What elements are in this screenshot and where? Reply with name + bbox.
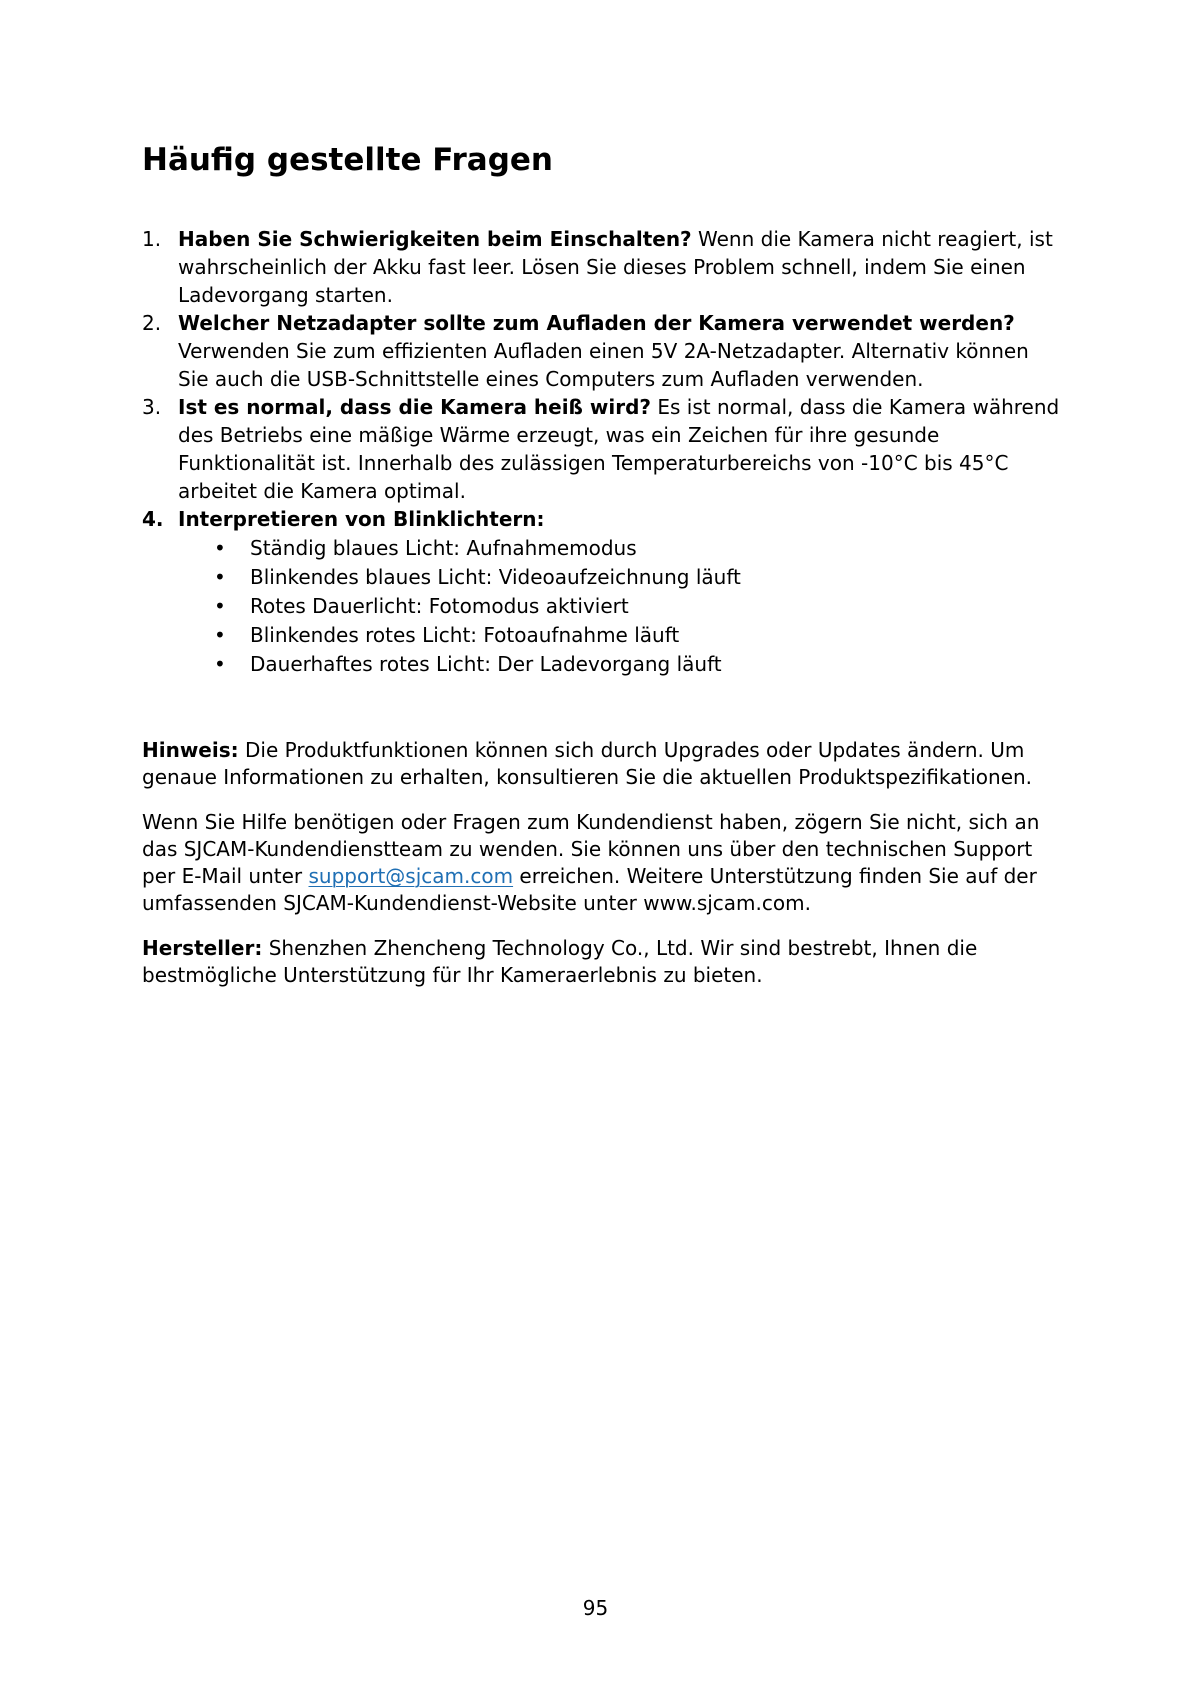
blink-light-list <box>178 534 1062 679</box>
list-item-text: Ständig blaues Licht: Aufnahmemodus <box>250 536 637 560</box>
faq-answer: Wenn die Kamera nicht reagiert, ist wahrscheinlich der Akku fast leer. Lösen Sie dieses Problem schnell, indem Sie einen Ladevorgang starten. <box>178 227 1053 307</box>
list-item <box>214 650 1062 679</box>
list-item <box>214 621 1062 650</box>
faq-item-3 <box>142 393 1062 505</box>
faq-answer: Es ist normal, dass die Kamera während des Betriebs eine mäßige Wärme erzeugt, was ein Zeichen für ihre gesunde Funktionalität ist. Innerhalb des zulässigen Temperaturbereichs von -10°C bis 45°C arbeitet die Kamera optimal. <box>178 395 1060 503</box>
list-item-text: Rotes Dauerlicht: Fotomodus aktiviert <box>250 594 629 618</box>
support-text-before: Wenn Sie Hilfe benötigen oder Fragen zum Kundendienst haben, zögern Sie nicht, sich an das SJCAM-Kundendienstteam zu wenden. Sie können uns über den technischen Support per E-Mail unter <box>142 810 1040 888</box>
faq-number: 3. <box>142 395 162 419</box>
manufacturer-label: Hersteller: <box>142 936 263 960</box>
manufacturer-text: Shenzhen Zhencheng Technology Co., Ltd. Wir sind bestrebt, Ihnen die bestmögliche Unterstützung für Ihr Kameraerlebnis zu bieten. <box>142 936 978 987</box>
note-label: Hinweis: <box>142 738 239 762</box>
bullet-icon: • <box>214 536 226 560</box>
faq-number: 2. <box>142 311 162 335</box>
faq-item-2 <box>142 309 1062 393</box>
faq-question: Ist es normal, dass die Kamera heiß wird? <box>178 395 652 419</box>
support-paragraph <box>142 809 1062 917</box>
support-email-link[interactable]: support@sjcam.com <box>308 864 514 888</box>
list-item-text: Dauerhaftes rotes Licht: Der Ladevorgang läuft <box>250 652 722 676</box>
list-item-text: Blinkendes blaues Licht: Videoaufzeichnung läuft <box>250 565 741 589</box>
list-item-text: Blinkendes rotes Licht: Fotoaufnahme läuft <box>250 623 680 647</box>
bullet-icon: • <box>214 623 226 647</box>
manufacturer-paragraph <box>142 935 1062 989</box>
list-item <box>214 563 1062 592</box>
faq-item-1 <box>142 225 1062 309</box>
faq-answer: Verwenden Sie zum effizienten Aufladen einen 5V 2A-Netzadapter. Alternativ können Sie auch die USB-Schnittstelle eines Computers zum Aufladen verwenden. <box>178 339 1029 391</box>
page-title: Häufig gestellte Fragen <box>142 142 553 178</box>
bullet-icon: • <box>214 594 226 618</box>
note-text: Die Produktfunktionen können sich durch Upgrades oder Updates ändern. Um genaue Informationen zu erhalten, konsultieren Sie die aktuellen Produktspezifikationen. <box>142 738 1033 789</box>
bullet-icon: • <box>214 565 226 589</box>
notes-section <box>142 737 1062 1007</box>
note-paragraph <box>142 737 1062 791</box>
faq-number: 1. <box>142 227 162 251</box>
faq-item-4 <box>142 505 1062 679</box>
list-item <box>214 534 1062 563</box>
faq-list <box>142 225 1062 679</box>
bullet-icon: • <box>214 652 226 676</box>
page-number: 95 <box>582 1596 609 1620</box>
list-item <box>214 592 1062 621</box>
support-text-after: erreichen. Weitere Unterstützung finden Sie auf der umfassenden SJCAM-Kundendienst-Website unter www.sjcam.com. <box>142 864 1037 915</box>
faq-question: Interpretieren von Blinklichtern: <box>178 507 545 531</box>
faq-question: Welcher Netzadapter sollte zum Aufladen der Kamera verwendet werden? <box>178 311 1015 335</box>
faq-question: Haben Sie Schwierigkeiten beim Einschalten? <box>178 227 692 251</box>
faq-number: 4. <box>142 507 164 531</box>
